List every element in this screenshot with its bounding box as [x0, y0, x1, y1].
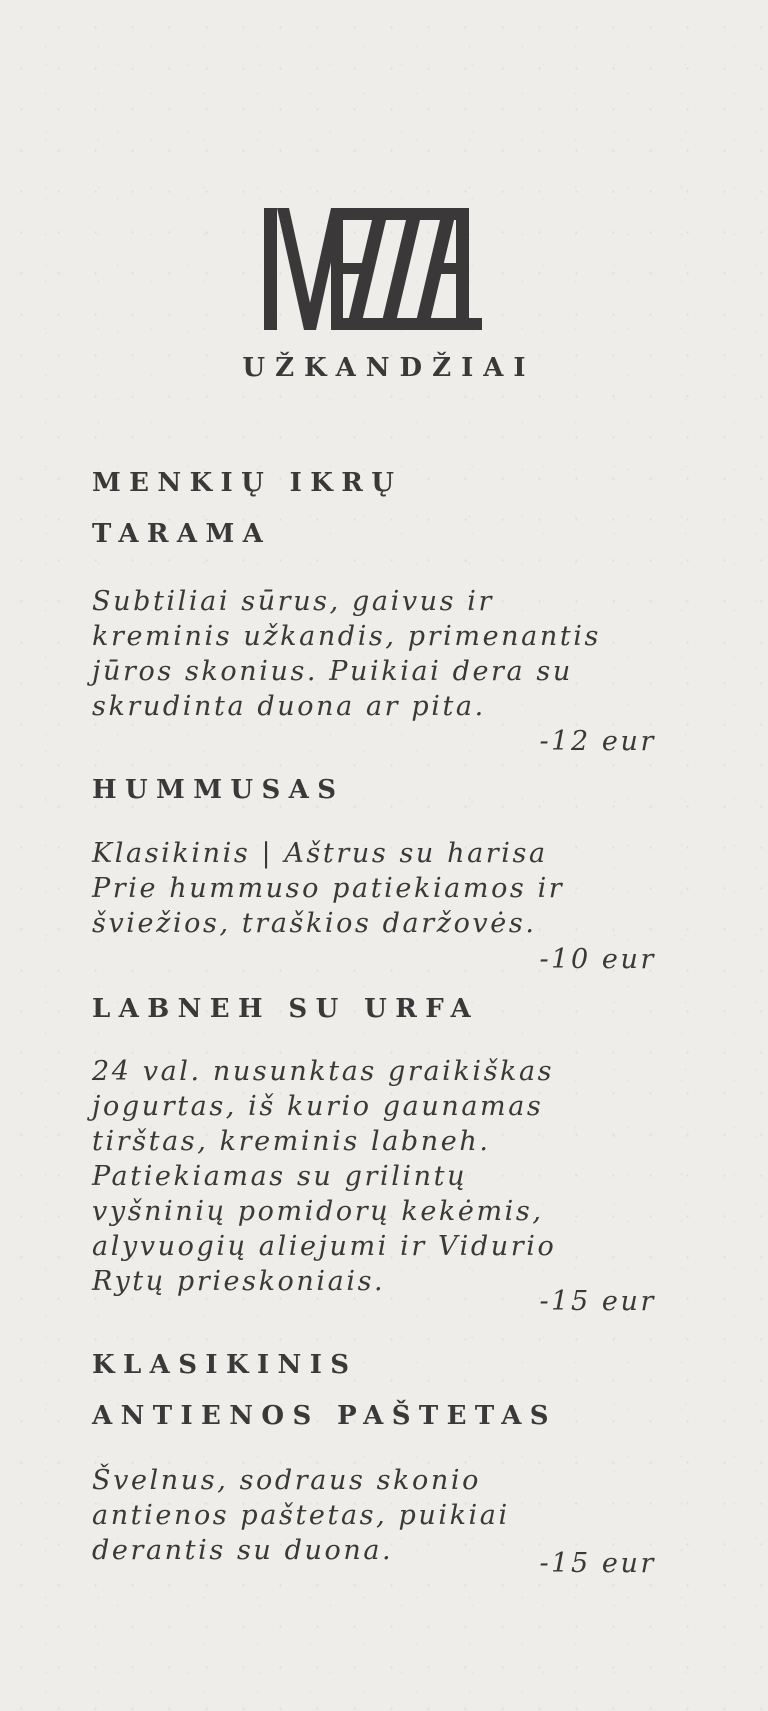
item-title: [92, 984, 479, 1035]
item-price: -15 eur: [539, 1286, 656, 1317]
description-line: alyvuogių aliejumi ir Vidurio: [92, 1231, 557, 1262]
item-title-line: MENKIŲ IKRŲ: [92, 468, 403, 498]
description-line: Švelnus, sodraus skonio: [92, 1465, 481, 1496]
item-title-line: ANTIENOS PAŠTETAS: [92, 1401, 557, 1431]
item-price: -12 eur: [539, 726, 656, 757]
item-title: [92, 1340, 557, 1442]
item-title-line: LABNEH SU URFA: [92, 994, 480, 1024]
item-title: [92, 765, 344, 816]
item-title-line: TARAMA: [92, 519, 272, 549]
item-description: [92, 836, 564, 941]
description-line: skrudinta duona ar pita.: [92, 691, 486, 722]
description-line: jūros skonius. Puikiai dera su: [92, 656, 573, 687]
description-line: Subtiliai sūrus, gaivus ir: [92, 586, 495, 617]
item-price: -10 eur: [539, 944, 656, 975]
description-line: šviežios, traškios daržovės.: [92, 908, 537, 939]
item-price: -15 eur: [539, 1548, 656, 1579]
item-description: [92, 1054, 556, 1299]
description-line: Prie hummuso patiekiamos ir: [92, 873, 565, 904]
description-line: derantis su duona.: [92, 1535, 394, 1566]
description-line: Klasikinis | Aštrus su harisa: [92, 838, 548, 869]
description-line: antienos paštetas, puikiai: [92, 1500, 510, 1531]
item-title-line: KLASIKINIS: [92, 1350, 358, 1380]
description-line: jogurtas, iš kurio gaunamas: [92, 1091, 544, 1122]
description-line: tirštas, kreminis labneh.: [92, 1126, 491, 1157]
description-line: vyšninių pomidorų kekėmis,: [92, 1196, 544, 1227]
description-line: kreminis užkandis, primenantis: [92, 621, 601, 652]
item-title: [92, 458, 402, 560]
item-description: [92, 1463, 510, 1568]
item-description: [92, 584, 601, 724]
item-title-line: HUMMUSAS: [92, 775, 345, 805]
mezze-logo: [264, 208, 482, 330]
description-line: Patiekiamas su grilintų: [92, 1161, 468, 1192]
section-title: UŽKANDŽIAI: [242, 353, 536, 383]
description-line: Rytų prieskoniais.: [92, 1266, 386, 1297]
description-line: 24 val. nusunktas graikiškas: [92, 1056, 555, 1087]
